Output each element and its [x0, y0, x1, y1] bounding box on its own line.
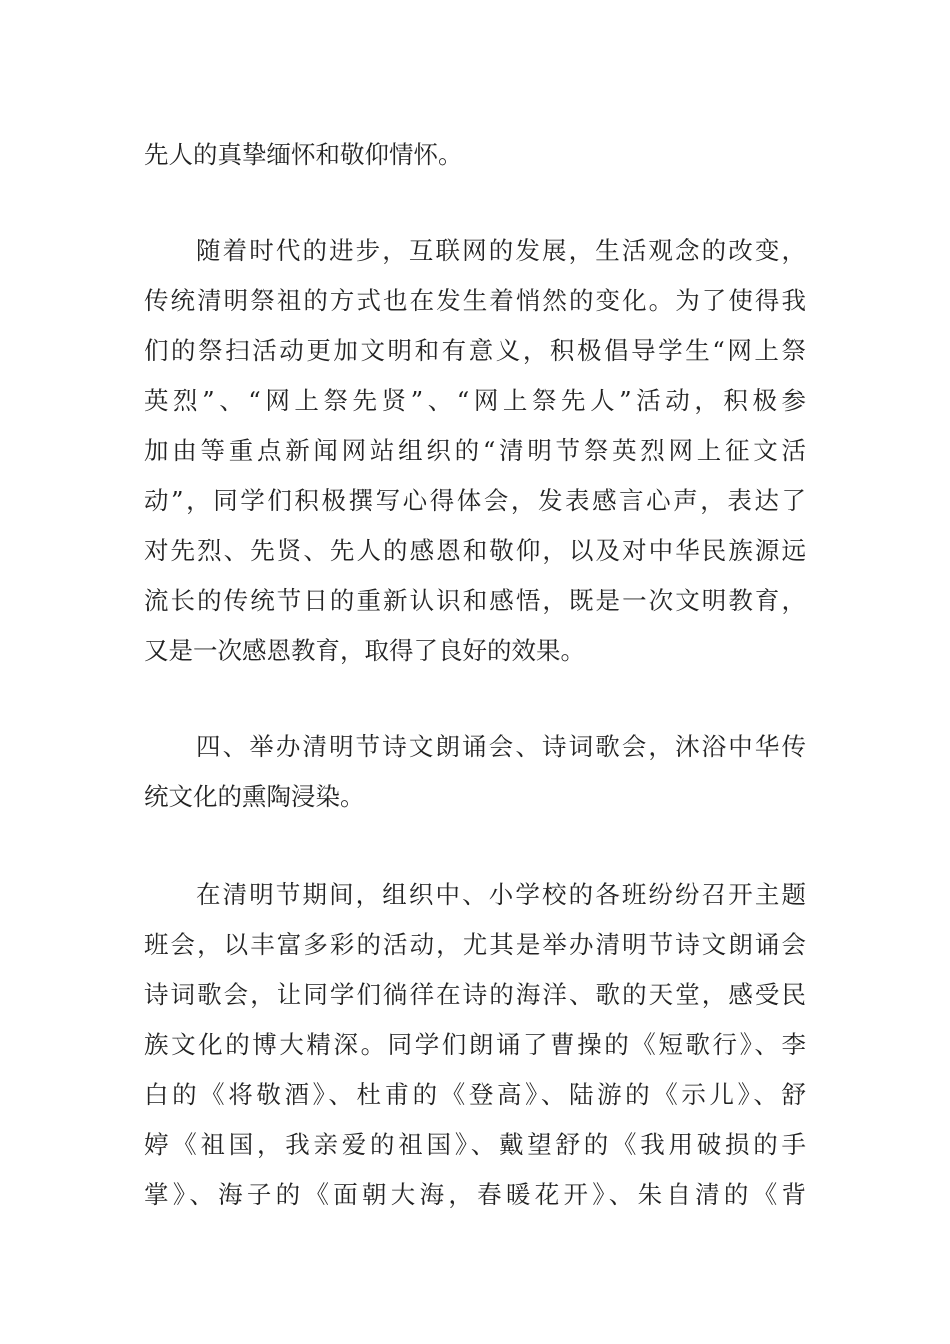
- paragraph-line: 们的祭扫活动更加文明和有意义，积极倡导学生“网上祭: [144, 336, 806, 365]
- paragraph-line: 诗词歌会，让同学们徜徉在诗的海洋、歌的天堂，感受民: [144, 980, 806, 1009]
- paragraph-line: 在清明节期间，组织中、小学校的各班纷纷召开主题: [196, 880, 806, 909]
- paragraph-line: 婷《祖国，我亲爱的祖国》、戴望舒的《我用破损的手: [144, 1130, 806, 1159]
- section-heading-line: 四、举办清明节诗文朗诵会、诗词歌会，沐浴中华传: [196, 732, 806, 761]
- paragraph-line: 随着时代的进步，互联网的发展，生活观念的改变，: [196, 236, 806, 265]
- paragraph-line: 白的《将敬酒》、杜甫的《登高》、陆游的《示儿》、舒: [144, 1080, 806, 1109]
- paragraph-line: 掌》、海子的《面朝大海，春暖花开》、朱自清的《背: [144, 1180, 806, 1209]
- paragraph-line: 先人的真挚缅怀和敬仰情怀。: [144, 140, 463, 169]
- paragraph-line: 英烈”、“网上祭先贤”、“网上祭先人”活动，积极参: [144, 386, 806, 415]
- paragraph-line: 族文化的博大精深。同学们朗诵了曹操的《短歌行》、李: [144, 1030, 806, 1059]
- paragraph-line: 动”，同学们积极撰写心得体会，发表感言心声，表达了: [144, 486, 806, 515]
- paragraph-line: 传统清明祭祖的方式也在发生着悄然的变化。为了使得我: [144, 286, 806, 315]
- paragraph-line: 又是一次感恩教育，取得了良好的效果。: [144, 636, 585, 665]
- section-heading-line: 统文化的熏陶浸染。: [144, 782, 365, 811]
- paragraph-line: 班会，以丰富多彩的活动，尤其是举办清明节诗文朗诵会: [144, 930, 806, 959]
- paragraph-line: 加由等重点新闻网站组织的“清明节祭英烈网上征文活: [144, 436, 806, 465]
- paragraph-line: 流长的传统节日的重新认识和感悟，既是一次文明教育，: [144, 586, 806, 615]
- paragraph-line: 对先烈、先贤、先人的感恩和敬仰，以及对中华民族源远: [144, 536, 806, 565]
